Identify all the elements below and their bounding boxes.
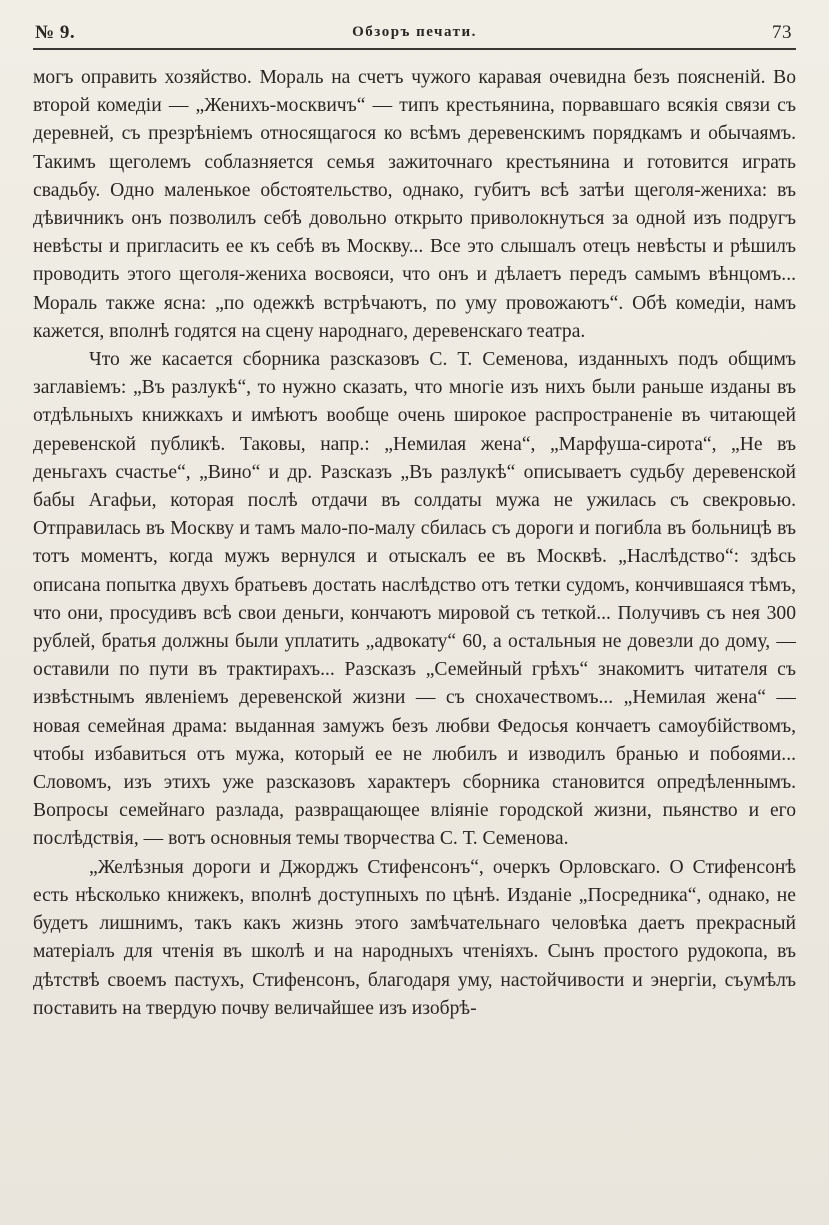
paragraph-continuation: могъ оправить хозяйство. Мораль на счетъ чужого каравая очевидна безъ поясненій. Во второй комедіи — „Женихъ-москвичъ“ — типъ крестьянина, порвавшаго всякія связи съ деревней, съ презрѣніемъ относящагося ко всѣмъ деревенскимъ порядкамъ и обычаямъ. Такимъ щеголемъ соблазняется семья зажиточнаго крестьянина и готовится играть свадьбу. Одно маленькое обстоятельство, однако, губитъ всѣ затѣи щеголя-жениха: въ дѣвичникъ онъ позволилъ себѣ довольно открыто приволокнуться за одной изъ подругъ невѣсты и пригласить ее къ себѣ въ Москву... Все это слышалъ отецъ невѣсты и рѣшилъ проводить этого щеголя-жениха восвояси, что онъ и дѣлаетъ передъ самымъ вѣнцомъ... Мораль также ясна: „по одежкѣ встрѣчаютъ, по уму провожаютъ“. Обѣ комедіи, намъ кажется, вполнѣ годятся на сцену народнаго, деревенскаго театра. [33, 67, 796, 342]
page-number: 73 [772, 22, 792, 43]
paragraph-stephenson: „Желѣзныя дороги и Джорджъ Стифенсонъ“, очеркъ Орловскаго. О Стифенсонѣ есть нѣсколько книжекъ, вполнѣ доступныхъ по цѣнѣ. Изданіе „Посредника“, однако, не будетъ лишнимъ, такъ какъ жизнь этого замѣчательнаго человѣка даетъ прекрасный матеріалъ для чтенія въ школѣ и на народныхъ чтеніяхъ. Сынъ простого рудокопа, въ дѣтствѣ своемъ пастухъ, Стифенсонъ, благодаря уму, настойчивости и энергіи, съумѣлъ поставить на твердую почву величайшее изъ изобрѣ- [33, 856, 796, 1019]
section-title: Обзоръ печати. [352, 24, 477, 40]
body-text [33, 64, 796, 1023]
issue-number: № 9. [35, 22, 76, 43]
running-head [33, 18, 796, 48]
header-rule [33, 48, 796, 50]
paragraph-semenov: Что же касается сборника разсказовъ С. Т. Семенова, изданныхъ подъ общимъ заглавіемъ: „Въ разлукѣ“, то нужно сказать, что многіе изъ нихъ были раньше изданы въ отдѣльныхъ книжкахъ и имѣютъ вообще очень широкое распространеніе въ читающей деревенской публикѣ. Таковы, напр.: „Немилая жена“, „Марфуша-сирота“, „Не въ деньгахъ счастье“, „Вино“ и др. Разсказъ „Въ разлукѣ“ описываетъ судьбу деревенской бабы Агафьи, которая послѣ отдачи въ солдаты мужа не ужилась съ свекровью. Отправилась въ Москву и тамъ мало-по-малу сбилась съ дороги и погибла въ больницѣ въ тотъ моментъ, когда мужъ вернулся и отыскалъ ее въ Москвѣ. „Наслѣдство“: здѣсь описана попытка двухъ братьевъ достать наслѣдство отъ тетки судомъ, кончившаяся тѣмъ, что они, просудивъ всѣ свои деньги, кончаютъ мировой съ теткой... Получивъ съ нея 300 рублей, братья должны были уплатить „адвокату“ 60, а остальныя не довезли до дому, — оставили по пути въ трактирахъ... Разсказъ „Семейный грѣхъ“ знакомитъ читателя съ извѣстнымъ явленіемъ деревенской жизни — съ снохачествомъ... „Немилая жена“ — новая семейная драма: выданная замужъ безъ любви Федосья кончаетъ самоубійствомъ, чтобы избавиться отъ мужа, который ее не любилъ и изводилъ бранью и побоями... Словомъ, изъ этихъ уже разсказовъ характеръ сборника становится опредѣленнымъ. Вопросы семейнаго разлада, развращающее вліяніе городской жизни, пьянство и его послѣдствія, — вотъ основныя темы творчества С. Т. Семенова. [33, 349, 796, 850]
